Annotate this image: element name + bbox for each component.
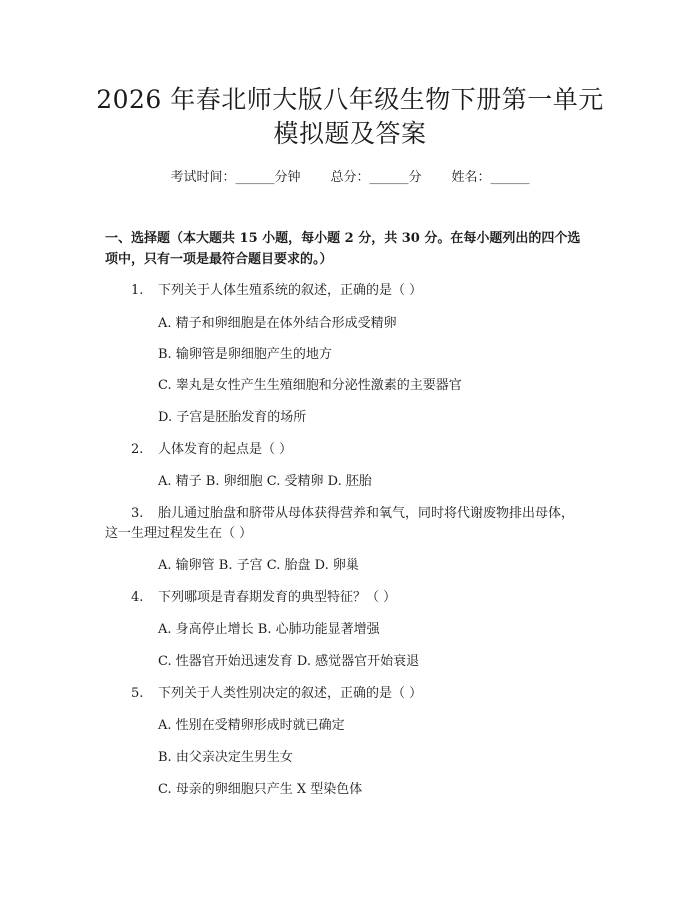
question-text: 下列关于人体生殖系统的叙述，正确的是（ ）	[158, 283, 423, 298]
question-number: 5.	[131, 686, 144, 701]
question-4-options-ab: A. 身高停止增长 B. 心肺功能显著增强	[158, 622, 380, 637]
question-number: 2.	[131, 442, 144, 457]
question-2	[131, 440, 292, 460]
question-1-option-d: D. 子宫是胚胎发育的场所	[158, 410, 307, 425]
exam-title-line2: 模拟题及答案	[273, 119, 427, 148]
question-4	[131, 588, 396, 608]
question-3	[131, 504, 574, 524]
question-text: 胎儿通过胎盘和脐带从母体获得营养和氧气，同时将代谢废物排出母体，	[158, 506, 575, 521]
section-header-line2: 项中，只有一项是最符合题目要求的。）	[105, 252, 333, 267]
question-4-options-cd: C. 性器官开始迅速发育 D. 感觉器官开始衰退	[158, 654, 420, 669]
question-1-option-c: C. 睾丸是女性产生生殖细胞和分泌性激素的主要器官	[158, 378, 462, 393]
section-header-line1: 一、选择题（本大题共 15 小题，每小题 2 分，共 30 分。在每小题列出的四个选	[105, 231, 581, 246]
student-name-field: 姓名：______	[451, 170, 530, 185]
question-3-continuation: 这一生理过程发生在（ ）	[105, 526, 253, 541]
question-5	[131, 684, 422, 704]
question-5-option-b: B. 由父亲决定生男生女	[158, 750, 293, 765]
question-5-option-a: A. 性别在受精卵形成时就已确定	[158, 718, 345, 733]
question-text: 下列关于人类性别决定的叙述，正确的是（ ）	[158, 686, 423, 701]
question-number: 3.	[131, 506, 144, 521]
question-number: 1.	[131, 283, 144, 298]
exam-time-field: 考试时间：______分钟	[170, 170, 301, 185]
question-1-option-a: A. 精子和卵细胞是在体外结合形成受精卵	[158, 316, 397, 331]
question-1	[131, 281, 422, 301]
question-text: 人体发育的起点是（ ）	[158, 442, 293, 457]
question-3-options: A. 输卵管 B. 子宫 C. 胎盘 D. 卵巢	[158, 558, 359, 573]
question-text: 下列哪项是青春期发育的典型特征？（ ）	[158, 590, 397, 605]
question-1-option-b: B. 输卵管是卵细胞产生的地方	[158, 347, 332, 362]
question-number: 4.	[131, 590, 144, 605]
exam-title-line1: 2026 年春北师大版八年级生物下册第一单元	[96, 85, 604, 114]
exam-info	[0, 168, 700, 188]
total-score-field: 总分：______分	[330, 170, 422, 185]
question-2-options: A. 精子 B. 卵细胞 C. 受精卵 D. 胚胎	[158, 474, 372, 489]
question-5-option-c: C. 母亲的卵细胞只产生 X 型染色体	[158, 782, 363, 797]
